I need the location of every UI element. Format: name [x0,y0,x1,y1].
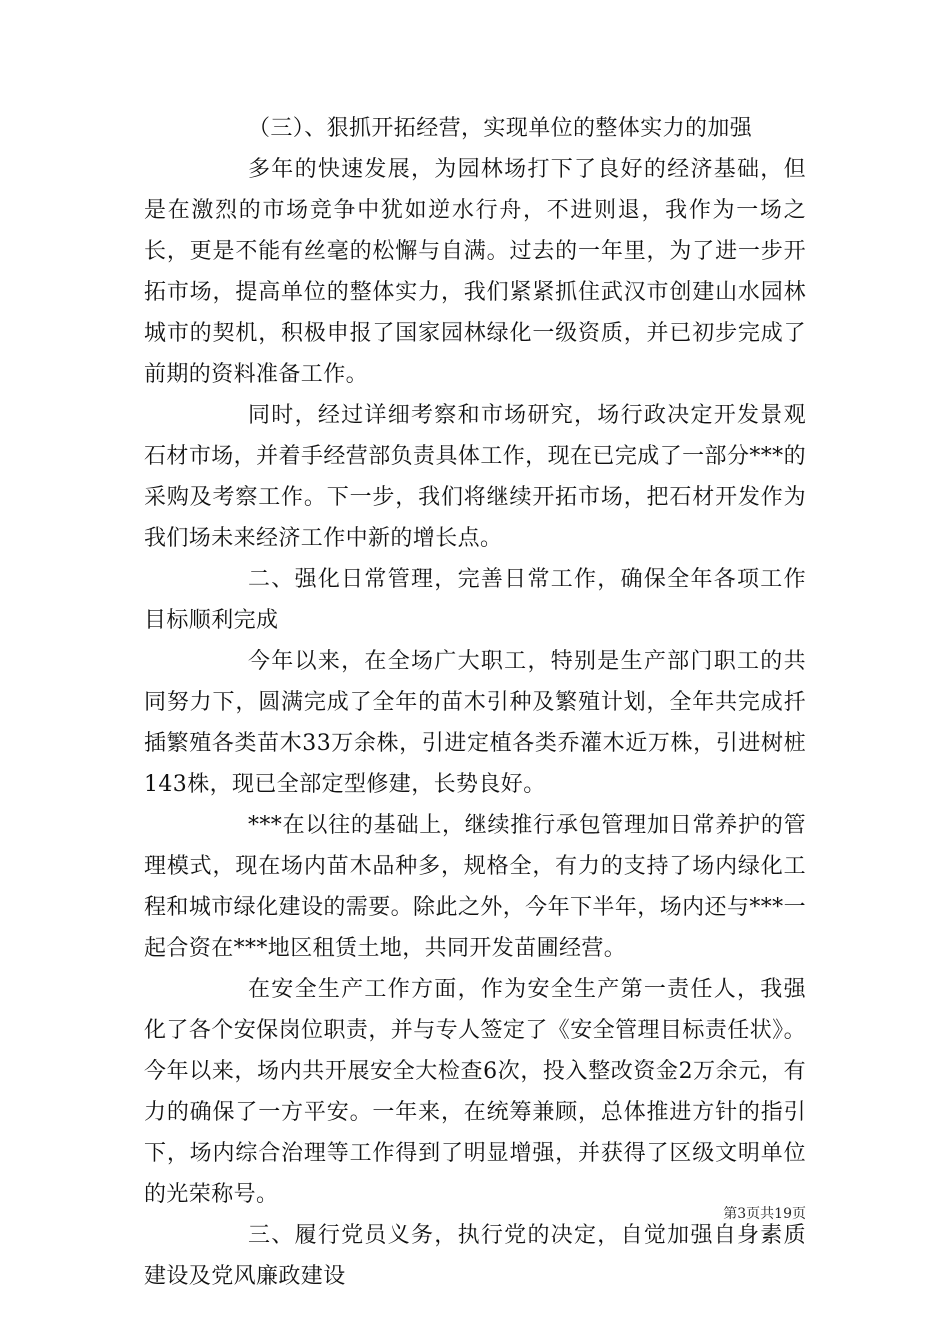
section-heading: （三）、狠抓开拓经营，实现单位的整体实力的加强 [248,116,753,141]
paragraph: 多年的快速发展，为园林场打下了良好的经济基础，但是在激烈的市场竞争中犹如逆水行舟，不进则退，我作为一场之长，更是不能有丝毫的松懈与自满。过去的一年里，为了进一步开拓市场，提高单位的整体实力，我们紧紧抓住武汉市创建山水园林城市的契机，积极申报了国家园林绿化一级资质，并已初步完成了前期的资料准备工作。 [144,157,806,387]
document-body [144,108,806,1297]
paragraph: 同时，经过详细考察和市场研究，场行政决定开发景观石材市场，并着手经营部负责具体工作，现在已完成了一部分***的采购及考察工作。下一步，我们将继续开拓市场，把石材开发作为我们场未来经济工作中新的增长点。 [144,403,806,551]
section-heading: 三、履行党员义务，执行党的决定，自觉加强自身素质建设及党风廉政建设 [144,1223,806,1289]
paragraph: 今年以来，在全场广大职工，特别是生产部门职工的共同努力下，圆满完成了全年的苗木引种及繁殖计划，全年共完成扦插繁殖各类苗木33万余株，引进定植各类乔灌木近万株，引进树桩143株，现已全部定型修建，长势良好。 [144,649,806,797]
paragraph: 在安全生产工作方面，作为安全生产第一责任人，我强化了各个安保岗位职责，并与专人签定了《安全管理目标责任状》。今年以来，场内共开展安全大检查6次，投入整改资金2万余元，有力的确保了一方平安。一年来，在统筹兼顾，总体推进方针的指引下，场内综合治理等工作得到了明显增强，并获得了区级文明单位的光荣称号。 [144,977,806,1207]
page-number: 第3页共19页 [723,1206,806,1222]
section-heading: 二、强化日常管理，完善日常工作，确保全年各项工作目标顺利完成 [144,567,806,633]
paragraph: ***在以往的基础上，继续推行承包管理加日常养护的管理模式，现在场内苗木品种多，规格全，有力的支持了场内绿化工程和城市绿化建设的需要。除此之外，今年下半年，场内还与***一起合资在***地区租赁土地，共同开发苗圃经营。 [144,813,806,961]
